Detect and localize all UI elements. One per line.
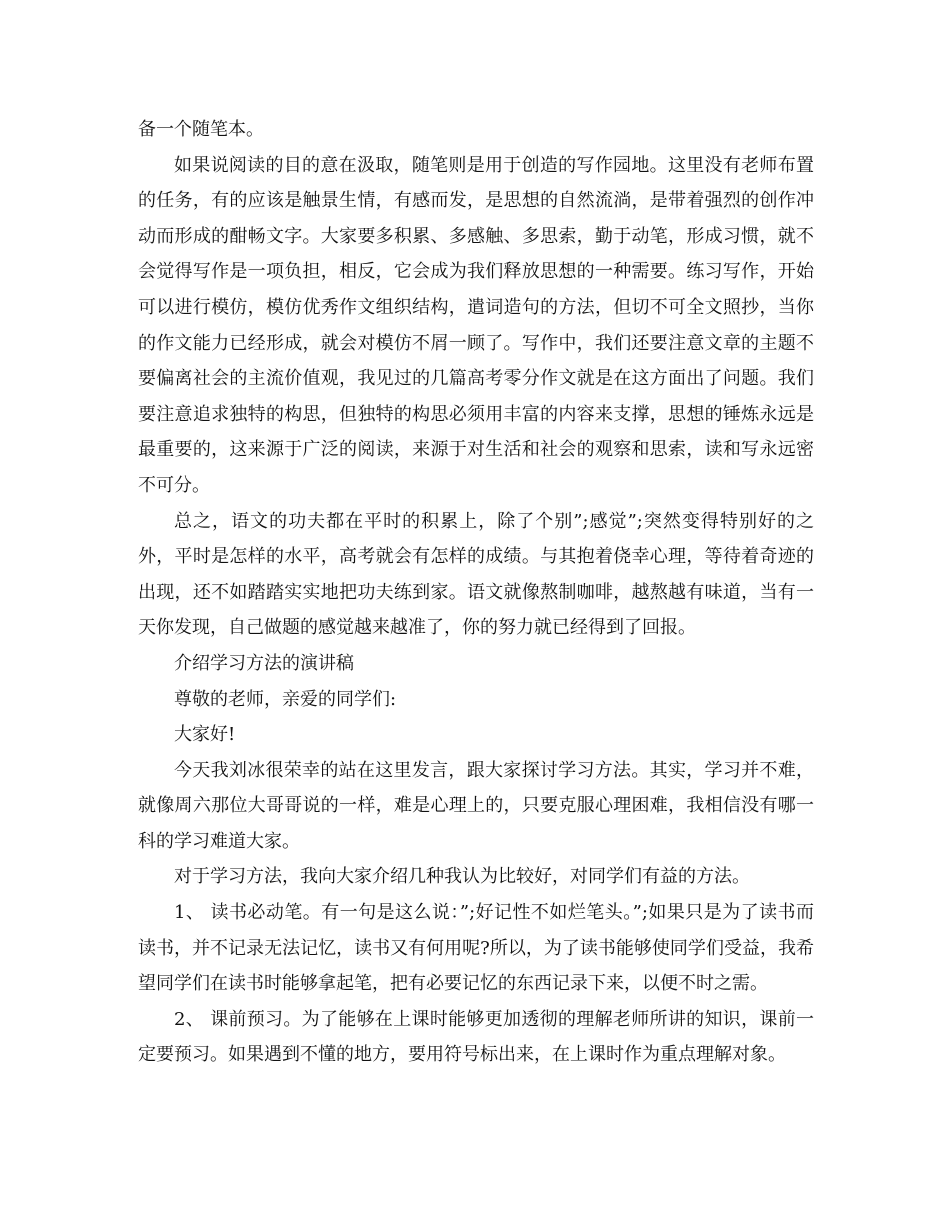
salutation: 尊敬的老师，亲爱的同学们: [174,688,397,710]
list-item: 1、 读书必动笔。有一句是这么说：”;好记性不如烂笔头。”;如果只是为了读书而读书，并不记录无法记忆，读书又有何用呢?所以，为了读书能够使同学们受益，我希望同学们在读书时能够拿起笔，把有必要记忆的东西记录下来，以便不时之需。 [138,902,814,995]
document-body [138,112,814,1073]
paragraph: 总之，语文的功夫都在平时的积累上，除了个别”;感觉”;突然变得特别好的之外，平时是怎样的水平，高考就会有怎样的成绩。与其抱着侥幸心理，等待着奇迹的出现，还不如踏踏实实地把功夫练到家。语文就像熬制咖啡，越熬越有味道，当有一天你发现，自己做题的感觉越来越准了，你的努力就已经得到了回报。 [138,510,814,639]
list-item: 2、 课前预习。为了能够在上课时能够更加透彻的理解老师所讲的知识，课前一定要预习。如果遇到不懂的地方，要用符号标出来，在上课时作为重点理解对象。 [138,1008,814,1066]
paragraph: 如果说阅读的目的意在汲取，随笔则是用于创造的写作园地。这里没有老师布置的任务，有的应该是触景生情，有感而发，是思想的自然流淌，是带着强烈的创作冲动而形成的酣畅文字。大家要多积累、多感触、多思索，勤于动笔，形成习惯，就不会觉得写作是一项负担，相反，它会成为我们释放思想的一种需要。练习写作，开始可以进行模仿，模仿优秀作文组织结构，遣词造句的方法，但切不可全文照抄，当你的作文能力已经形成，就会对模仿不屑一顾了。写作中，我们还要注意文章的主题不要偏离社会的主流价值观，我见过的几篇高考零分作文就是在这方面出了问题。我们要注意追求独特的构思，但独特的构思必须用丰富的内容来支撑，思想的锤炼永远是最重要的，这来源于广泛的阅读，来源于对生活和社会的观察和思索，读和写永远密不可分。 [138,154,814,496]
paragraph: 对于学习方法，我向大家介绍几种我认为比较好，对同学们有益的方法。 [174,866,750,888]
paragraph: 备一个随笔本。 [138,119,264,140]
paragraph: 今天我刘冰很荣幸的站在这里发言，跟大家探讨学习方法。其实，学习并不难，就像周六那位大哥哥说的一样，难是心理上的，只要克服心理困难，我相信没有哪一科的学习难道大家。 [138,759,814,852]
speech-title: 介绍学习方法的演讲稿 [174,652,354,674]
greeting: 大家好! [174,724,236,746]
